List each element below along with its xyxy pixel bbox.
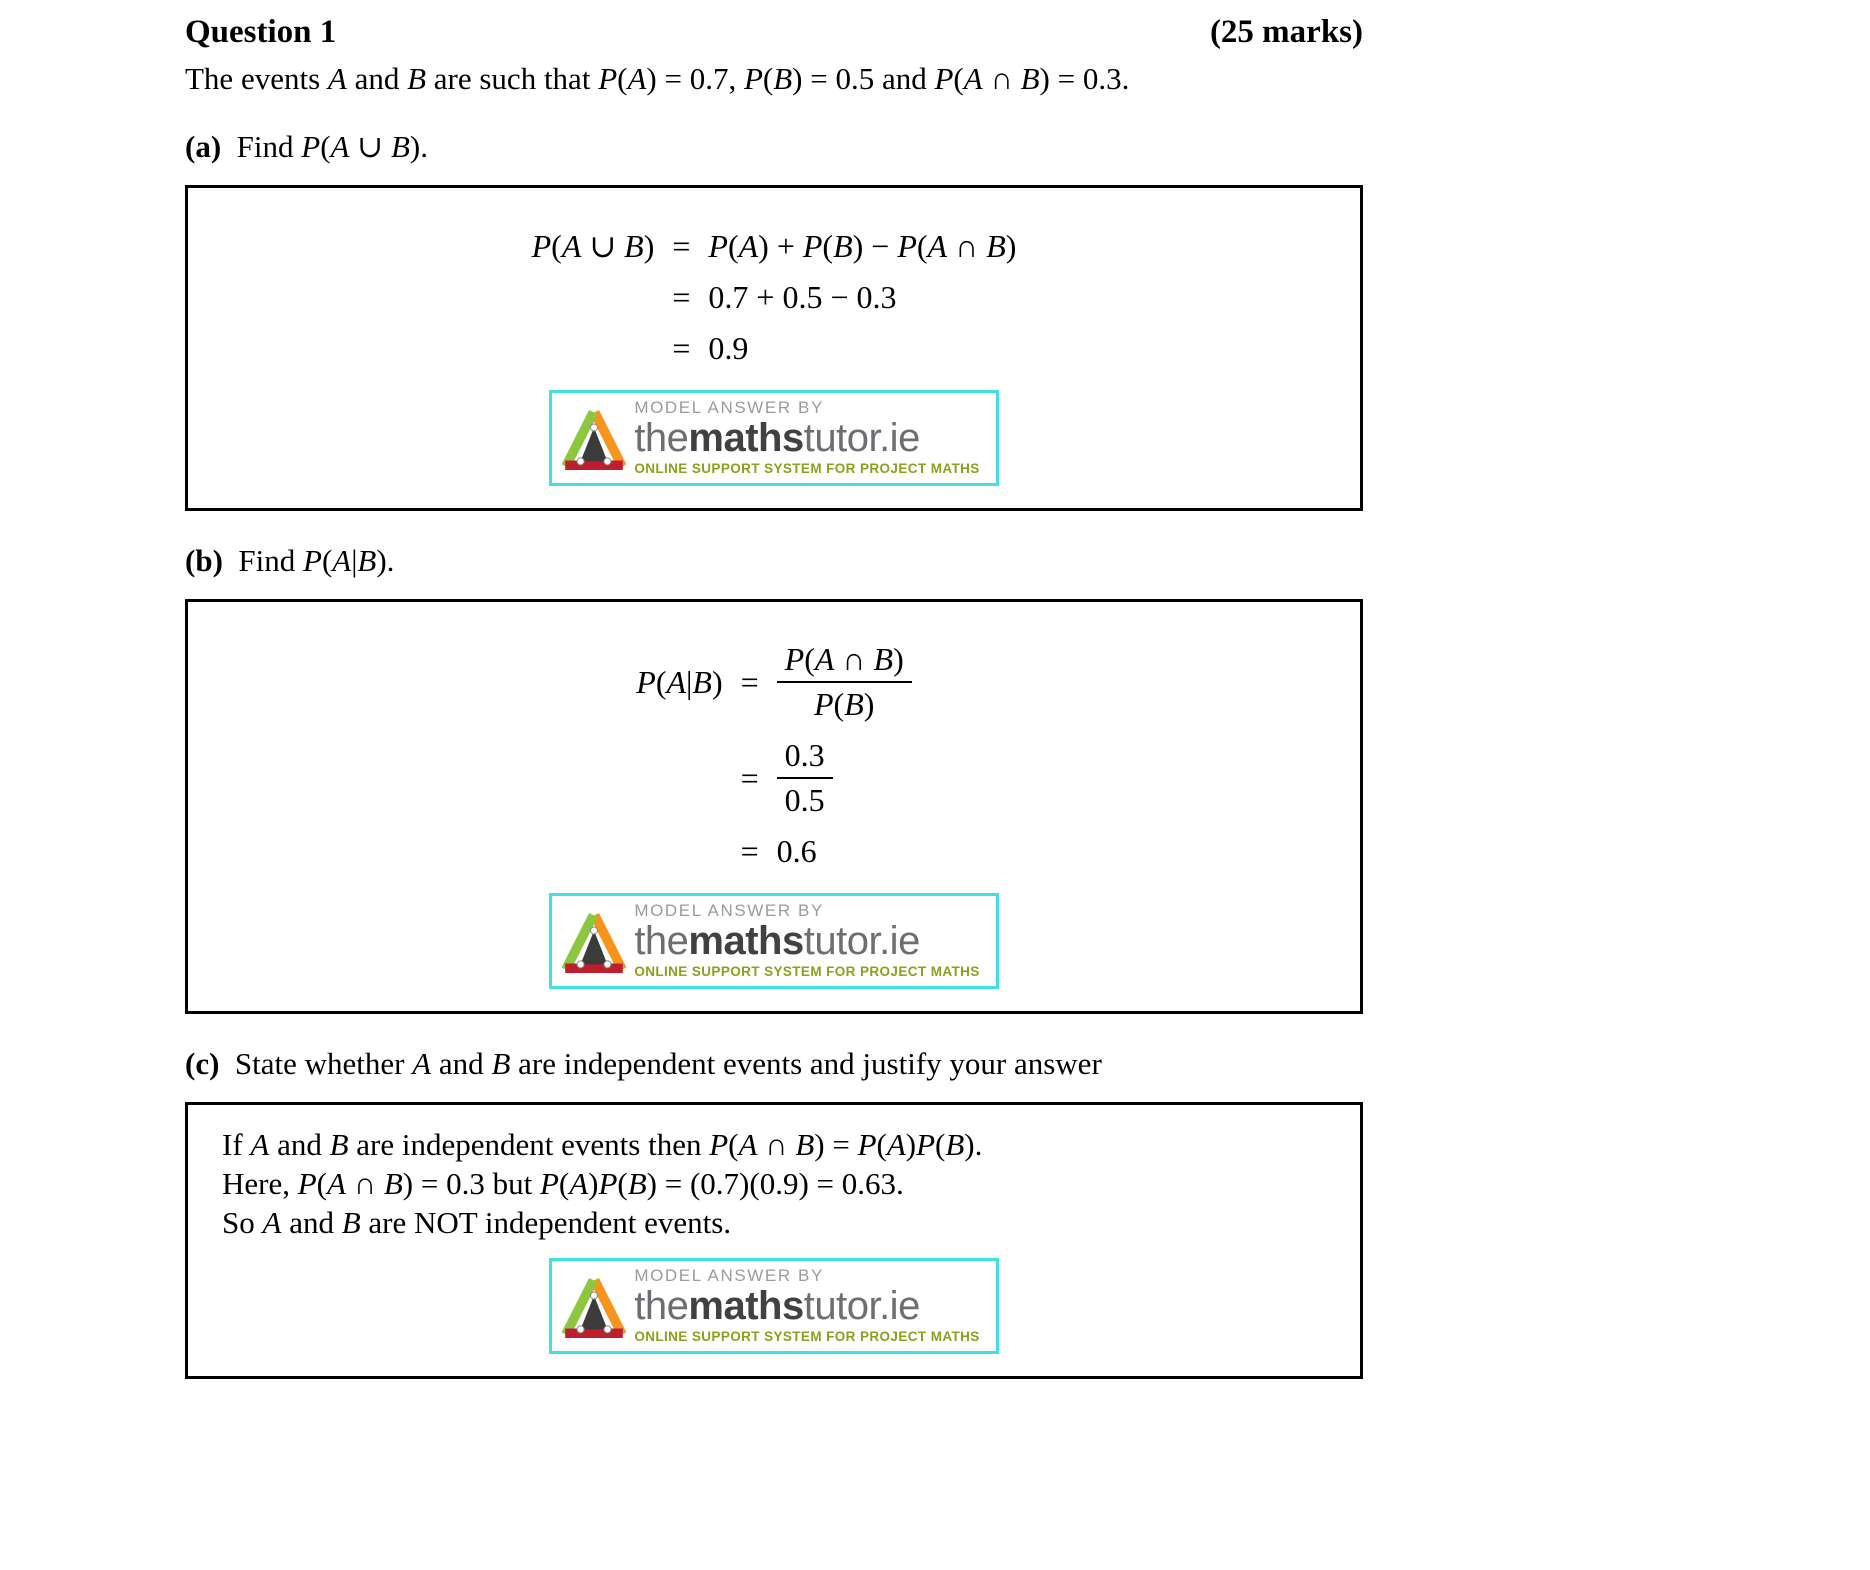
header xyxy=(185,14,1363,51)
fraction-numerator: P(A ∩ B) xyxy=(777,641,912,683)
equation-lhs: P(A ∪ B) xyxy=(531,228,655,264)
justification-text xyxy=(216,1125,1332,1242)
triangle-logo-icon xyxy=(562,910,626,974)
equation-row xyxy=(636,826,911,877)
equals-sign: = xyxy=(740,663,759,700)
brand-name xyxy=(634,418,979,458)
logo-container xyxy=(208,390,1340,486)
fraction xyxy=(777,737,833,819)
fraction-numerator: 0.3 xyxy=(777,737,833,779)
themathstutor-watermark xyxy=(549,390,998,486)
equation-b xyxy=(636,634,911,877)
equation-a xyxy=(532,220,1017,374)
logo-text xyxy=(634,901,979,979)
brand-maths: maths xyxy=(688,919,804,963)
fraction-denominator: P(B) xyxy=(814,686,875,722)
part-a-label: (a) Find P(A ∪ B). xyxy=(185,129,428,164)
equation-row xyxy=(532,272,1017,323)
triangle-logo-icon xyxy=(562,1275,626,1339)
logo-container xyxy=(216,1258,1332,1354)
brand-tutor-ie: tutor.ie xyxy=(803,919,920,963)
part-b-label: (b) Find P(A|B). xyxy=(185,543,395,578)
fraction xyxy=(777,641,912,723)
equals-sign: = xyxy=(740,759,759,796)
answer-box-c xyxy=(185,1102,1363,1379)
equation-row xyxy=(636,730,911,826)
equals-sign: = xyxy=(740,833,759,869)
themathstutor-watermark xyxy=(549,1258,998,1354)
model-answer-by-label: MODEL ANSWER BY xyxy=(634,398,824,417)
logo-tagline: ONLINE SUPPORT SYSTEM FOR PROJECT MATHS xyxy=(634,461,980,476)
equation-rhs: P(A) + P(B) − P(A ∩ B) xyxy=(708,227,1017,264)
brand-the: the xyxy=(634,416,689,460)
equation-row xyxy=(636,634,911,730)
triangle-logo-icon xyxy=(562,407,626,471)
brand-the: the xyxy=(634,919,689,963)
logo-text xyxy=(634,1266,979,1344)
logo-tagline: ONLINE SUPPORT SYSTEM FOR PROJECT MATHS xyxy=(634,1329,980,1345)
justification-line: If A and B are independent events then P(A ∩ B) = P(A)P(B). xyxy=(222,1127,983,1162)
answer-box-a xyxy=(185,185,1363,511)
justification-line: So A and B are NOT independent events. xyxy=(222,1205,732,1241)
equation-lhs xyxy=(636,730,722,826)
equation-lhs xyxy=(636,826,722,877)
fraction-denominator: 0.5 xyxy=(784,782,825,818)
brand-name xyxy=(634,921,979,961)
answer-box-b xyxy=(185,599,1363,1014)
equals-sign: = xyxy=(672,330,691,366)
brand-maths: maths xyxy=(688,1284,804,1329)
equation-lhs xyxy=(532,323,655,374)
brand-tutor-ie: tutor.ie xyxy=(803,416,920,460)
equals-sign: = xyxy=(672,227,691,264)
equation-rhs: 0.7 + 0.5 − 0.3 xyxy=(708,279,897,315)
equation-rhs: 0.9 xyxy=(708,330,749,366)
question-title: Question 1 xyxy=(185,14,337,50)
logo-text xyxy=(634,398,979,476)
brand-name xyxy=(634,1284,979,1329)
question-intro: The events A and B are such that P(A) = 0.7, P(B) = 0.5 and P(A ∩ B) = 0.3. xyxy=(185,61,1130,96)
model-answer-by-label: MODEL ANSWER BY xyxy=(634,901,824,920)
brand-maths: maths xyxy=(688,416,804,460)
brand-the: the xyxy=(634,1284,689,1329)
justification-line: Here, P(A ∩ B) = 0.3 but P(A)P(B) = (0.7)(0.9) = 0.63. xyxy=(222,1166,904,1202)
model-answer-by-label: MODEL ANSWER BY xyxy=(634,1266,824,1286)
equation-lhs xyxy=(532,272,655,323)
brand-tutor-ie: tutor.ie xyxy=(803,1284,920,1329)
logo-container xyxy=(208,893,1340,989)
equation-row xyxy=(532,323,1017,374)
logo-tagline: ONLINE SUPPORT SYSTEM FOR PROJECT MATHS xyxy=(634,964,980,979)
marks-label: (25 marks) xyxy=(1209,14,1363,50)
equation-rhs xyxy=(777,730,912,826)
part-c-label: (c) State whether A and B are independent events and justify your answer xyxy=(185,1046,1102,1081)
equation-lhs: P(A|B) xyxy=(636,663,723,700)
equation-rhs xyxy=(777,634,912,730)
themathstutor-watermark xyxy=(549,893,998,989)
document-page xyxy=(185,14,1363,1379)
equation-row xyxy=(532,220,1017,272)
equation-rhs: 0.6 xyxy=(776,833,817,869)
equals-sign: = xyxy=(672,279,691,315)
